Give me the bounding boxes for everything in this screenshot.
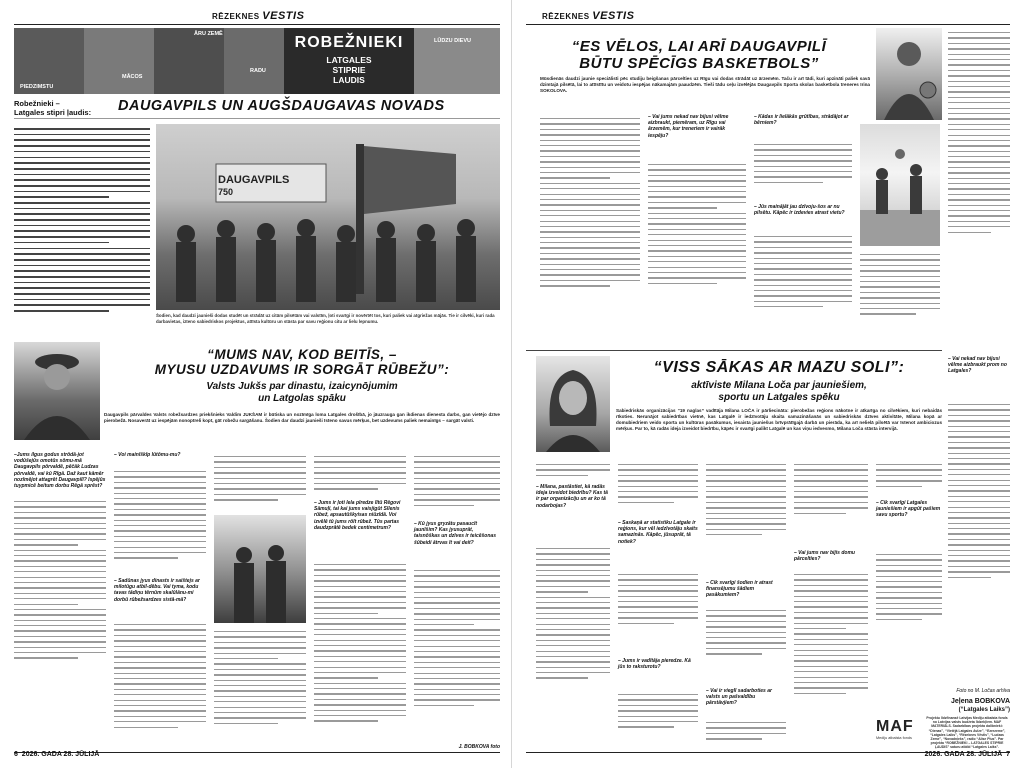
sokolova-portrait bbox=[876, 28, 942, 120]
court-illustration bbox=[860, 124, 940, 246]
basketball-headline: “ES VĒLOS, LAI ARĪ DAUGAVPILĪ BŪTU SPĒCĪGS BASKETBOLS” bbox=[571, 38, 827, 72]
basketball-question-1: – Vai jums nekad nav bijusi vēlme aizbraukt, piemēram, uz Rīgu vai ārzemēm, kur treneriem ir vairāk iespēju? bbox=[648, 114, 729, 139]
article2-col-4a bbox=[314, 452, 406, 502]
basketball-question-last: – Vai nekad nav bijusi vēlme aizbraukt prom no Latgales? bbox=[948, 356, 1007, 375]
article2-question-2: – Voi mainīškīp lūtōmu-mu? bbox=[114, 452, 181, 458]
milana-col-1b bbox=[536, 544, 610, 748]
milana-col-2c bbox=[618, 690, 698, 748]
article2-question-5: – Kū jyus gryzātu pasaucīt jaunīšim? Kas jyusuprāt, taisnōškas un dzīves ir teicēšonas šūbeidi ātrvas īt vai deit? bbox=[414, 521, 496, 546]
funding-text: Projektu līdzfinansē Latvijas Mediju atbalsta fonds no Latvijas valsts budžeta līdzekļiem. MAF MATERIĀLS. Sadarbības projekta dalībnieki: “Dienas”, “Vietējā Latgales Avīze”, “Ezerzeme”, “Latgales Laiks”, “Rēzeknes Vēstis”, “Ludzas Zeme”, “Novadnieks”, radio “Alise Plus”. Par projekta “ROBEŽNIEKI – LATGALES STIPRIE ĻAUDIS” saturu atbild “Latgales Laiks”. bbox=[926, 716, 1008, 750]
article2-question-1: –Jums ilgus godus strōdā-jot vodūšejūs omotūs sōmu-mā Daugavpils pōrvaldē, pēčāk Ludzas pōrvaldē, vai kū Rīgā. Daž kaut kāmēr nozīmējot attagrēt Daugavpilī? Ispējūs tuypmicē beitum dorbu Rēgā sprēst? bbox=[14, 452, 106, 490]
footer-right bbox=[925, 751, 1010, 758]
folk-group-illustration bbox=[156, 124, 500, 310]
article1-body bbox=[14, 124, 150, 336]
basketball-col-3b bbox=[754, 232, 852, 346]
milana-question-3: – Jums ir vadītāja pieredze. Kā jūs to raksturotu? bbox=[618, 658, 691, 671]
article2-col-3b bbox=[214, 627, 306, 749]
milana-question-6: – Vai jums nav bijis domu pārcelties? bbox=[794, 550, 855, 563]
basketball-col-4 bbox=[860, 250, 940, 346]
newspaper-logo: VESTIS bbox=[262, 10, 305, 22]
sokolova-illustration bbox=[876, 28, 942, 120]
basketball-col-6 bbox=[948, 400, 1010, 672]
milana-col-2b bbox=[618, 570, 698, 656]
banner-label-4: RADU bbox=[250, 68, 266, 74]
basketball-col-3a bbox=[754, 140, 852, 200]
banner-subtitle: LATGALES STIPRIE LAUDIS bbox=[326, 55, 372, 85]
milana-signature-org: (“Latgales Laiks”) bbox=[958, 707, 1010, 713]
article2-col-1 bbox=[14, 497, 106, 749]
masthead-prefix: RĒZEKNES bbox=[212, 12, 260, 21]
article2-col-3a bbox=[214, 452, 306, 512]
basketball-question-2: – Kādas ir lielākās grūtības, strādājot ar bērniem? bbox=[754, 114, 849, 127]
article1-caption: Šodien, kad daudzi jaunieši dodas studēt un strādāt uz citām pilsētām vai valstīm, ļoti svarīgi ir novērtēt tos, kuri paliek vai atgriežas mājās. Tie ir cilvēki, kuri rada darbavietas, izteno sabiedriskos projektus, attīsta kultūru un stāsta par savu reģionu citu ar lielu lepnumu. bbox=[156, 313, 495, 324]
banner-photo-4 bbox=[224, 28, 284, 94]
milana-col-3c bbox=[706, 718, 786, 748]
article2-subheadline: Valsts Jukšs par dinastu, izaicynōjumim un Latgolas spāku bbox=[206, 381, 398, 404]
milana-question-7: – Cik svarīgi Latgales jauniešiem ir apgūt pašiem savu sportu? bbox=[876, 500, 941, 519]
milana-col-1a bbox=[536, 460, 610, 484]
banner-label-5: LŪDZU DIEVU bbox=[434, 38, 471, 44]
newspaper-logo-right: VESTIS bbox=[592, 10, 635, 22]
right-page bbox=[512, 0, 1024, 768]
date-right: 2026. GADA 28. JŪLIJĀ bbox=[924, 751, 1003, 758]
article2-col-4b bbox=[314, 560, 406, 748]
portrait-illustration bbox=[14, 342, 100, 440]
banner-photo-3 bbox=[154, 28, 224, 94]
article2-lead: Daugavpils pārvaldes Valsts robežsardzes priekšnieks Valdim JUKŠAM ir būtiska un nozīmīga loma Latgales drošībā, jo jāuzrauga gan ikdienas dienesta darbs, gan vietējo dzīve pierobežā. Nosaverāt uz iespējām nonoptreli kopt, gāt robežu sargāšanu. Šodien dar daudzi jaunieši īsteno savus mērķus, bet uzdevums paliek nemainīgs – sargāt valsti. bbox=[104, 412, 500, 423]
milana-col-3a bbox=[706, 460, 786, 578]
photo-banner-text: DAUGAVPILS bbox=[218, 174, 290, 186]
article-divider-right bbox=[526, 350, 942, 351]
milana-question-2: – Saskaņā ar statistiku Latgale ir reģions, kur vēl iedzīvotāju skaits samazinās. Kāpēc, jūsuprāt, tā notiek? bbox=[618, 520, 698, 545]
series-banner bbox=[14, 28, 500, 94]
basketball-court-photo bbox=[860, 124, 940, 246]
footer-left bbox=[14, 751, 99, 758]
page-number-right: 7 bbox=[1006, 751, 1010, 758]
maf-logo-text: MAF bbox=[876, 718, 914, 735]
milana-question-1: – Milana, pastāstiet, kā radās ideja izveidot biedrību? Kas tā ir par organizāciju un ar ko tā nodarbojas? bbox=[536, 484, 608, 509]
date-left: 2026. GADA 28. JŪLIJĀ bbox=[21, 751, 100, 758]
banner-label-1: PIEDZIMSTU bbox=[20, 84, 54, 90]
article2-col-5b bbox=[414, 566, 500, 744]
milana-col-5b bbox=[876, 550, 942, 654]
basketball-col-5 bbox=[948, 28, 1010, 348]
article2-question-3: – Sadūnas jyus dinasts ir saištejs ar milotūgu atbil-dēbu. Vai tyma, kodu tavas tādiņu tērnūm skalūlānu-mi dorbū rūbežsardzes sistā-mā? bbox=[114, 578, 200, 603]
basketball-col-1 bbox=[540, 114, 640, 346]
maf-logo-subtitle: Mediju atbalsta fonds bbox=[876, 736, 912, 740]
border-guards-photo bbox=[214, 515, 306, 623]
article2-question-4: – Jums ir ļoti lela pīredze lītū Rēgovi Sāmuļi, tai kai jums vaisjigūt Sīlenis rūbež, apsautūškyisas niūzīdā. Voi izvēlē tū jums rōlt rūbež. Tūs partas daudzprātē bedek centimetrum? bbox=[314, 500, 401, 531]
basketball-col-2 bbox=[648, 160, 746, 346]
article2-signature: J. BOBKOVA foto bbox=[458, 744, 500, 750]
photo-credit: Foto no M. Ločas arhīva bbox=[956, 688, 1010, 694]
article2-headline: “MUMS NAV, KOD BEITĪS, – MYUSU UZDAVUMS IR SORGĀT RŪBEŽU”: bbox=[154, 347, 450, 377]
milana-headline: “VISS SĀKAS AR MAZU SOLI”: bbox=[653, 359, 905, 376]
guards-illustration bbox=[214, 515, 306, 623]
article1-headline: DAUGAVPILS UN AUGŠDAUGAVAS NOVADS bbox=[118, 98, 445, 114]
photo-banner-year: 750 bbox=[218, 187, 234, 197]
border-guard-portrait bbox=[14, 342, 100, 440]
milana-illustration bbox=[536, 356, 610, 452]
milana-lead: Sabiedriskās organizācijas “19 naglas” vadītāja Milana LOČA ir pārliecināta: pierobežas reģions nākotne ir atkarīga no cilvēkiem, kuri nebaidās rīkoties. Nerunājot sabiedrības vietnē, kas Latgalē ir iedzīvotāju skaita samazināšanās un sabiedriskās dzīves aktivitāte, Milana kopā ar domubiedriem veido sporta un kultūras pasākumus, iesaista jauniešus brīvprātīgajā darbā un pierāda, ka arī nelielā pilsētā var īstenot ambiciozus mērķus. Par to, kā radās ideja izveidot biedrību, kāpēc ir svarīgi palikt Latgalē un kas viņu iedvesmo, Milana Loča stāsta intervijā. bbox=[616, 408, 942, 431]
article2-col-5a bbox=[414, 452, 500, 518]
milana-col-4b bbox=[794, 570, 868, 748]
masthead-prefix-right: RĒZEKNES bbox=[542, 12, 590, 21]
milana-col-4a bbox=[794, 460, 868, 548]
article1-rule bbox=[14, 118, 500, 119]
banner-label-3: ĀRU ZEMĒ bbox=[194, 31, 223, 37]
milana-col-2a bbox=[618, 460, 698, 520]
milana-col-5a bbox=[876, 460, 942, 500]
banner-photo-2 bbox=[84, 28, 154, 94]
basketball-question-3: – Jūs mainājāt jau dzīvoju-šos ar nu pilsētu. Kāpēc ir izdevies atrast vietu? bbox=[754, 204, 845, 217]
banner-label-2: MĀCOS bbox=[122, 74, 143, 80]
article1-kicker: Robežnieki – Latgales stipri ļaudis: bbox=[14, 99, 92, 117]
article2-col-2a bbox=[114, 467, 206, 575]
maf-logo bbox=[876, 718, 922, 750]
milana-subheadline: aktīviste Milana Loča par jauniešiem, sportu un Latgales spēku bbox=[691, 380, 867, 403]
basketball-lead: Mūsdienās daudzi jaunie speciālisti pēc studiju beigšanas pārcelties uz Rīgu vai dodas strādāt uz ārzemēm. Taču ir arī tādi, kuri apzināti paliek savā dzimtajā pilsētā, lai to attīstītu un veidotu iespējas nākamajām paaudzēm. Tieši tādu ceļu izvēlējās Daugavpils Sporta skolas basketbola treneres Irina SOKOLOVA. bbox=[540, 76, 870, 93]
milana-question-5: – Vai ir vieglī sadarboties ar valsts un pašvaldību pārstāvjiem? bbox=[706, 688, 772, 707]
top-rule bbox=[14, 24, 500, 25]
milana-col-3b bbox=[706, 606, 786, 686]
banner-title: ROBEŽNIEKI bbox=[294, 34, 404, 51]
article2-col-2b bbox=[114, 620, 206, 748]
page-number-left: 6 bbox=[14, 751, 18, 758]
top-rule-right bbox=[526, 24, 1010, 25]
folk-group-photo bbox=[156, 124, 500, 310]
milana-question-4: – Cik svarīgi šodien ir atrast finansējumu šādiem pasākumiem? bbox=[706, 580, 773, 599]
milana-signature-name: Jeļena BOBKOVA bbox=[951, 698, 1010, 705]
milana-portrait bbox=[536, 356, 610, 452]
